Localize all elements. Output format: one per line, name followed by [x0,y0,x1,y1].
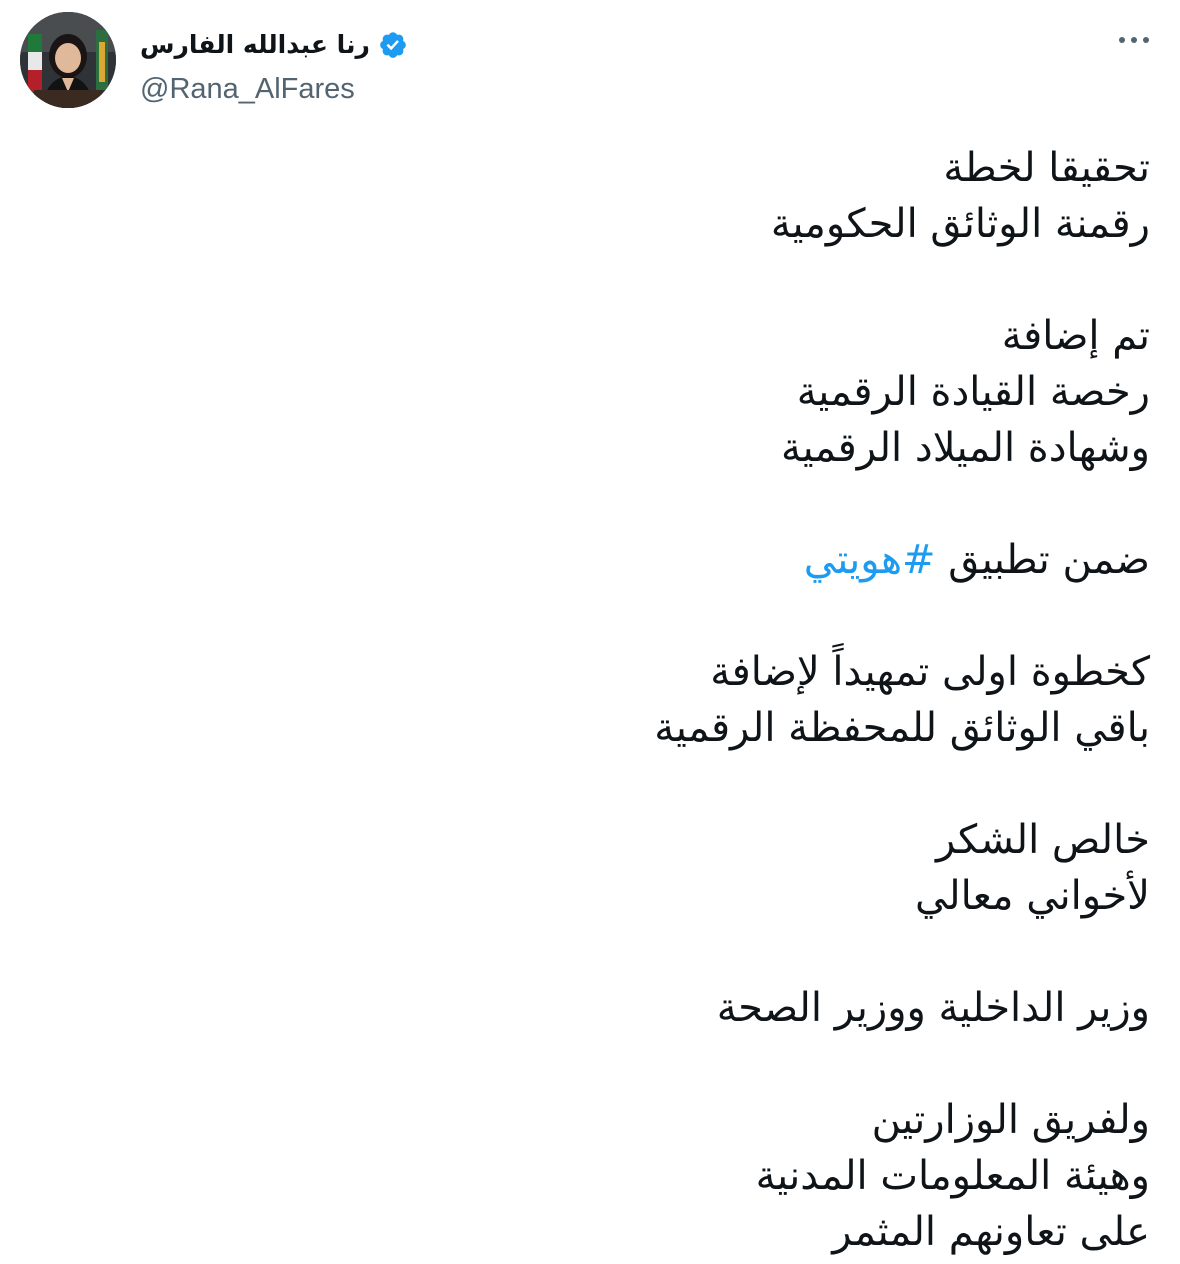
profile-photo-icon [20,12,116,108]
paragraph-gap [150,756,1150,812]
name-row[interactable] [140,26,408,64]
verified-badge-icon [378,30,408,60]
more-options-icon [1116,30,1152,50]
text-line: تم إضافة [1001,313,1150,359]
paragraph-gap [150,924,1150,980]
avatar[interactable] [20,12,116,108]
paragraph-gap [150,252,1150,308]
text-line: وشهادة الميلاد الرقمية [781,425,1150,471]
paragraph-gap [150,476,1150,532]
tweet-text [150,140,1150,1260]
text-line-with-hashtag [150,532,1150,588]
tweet-header [20,12,1160,110]
author-handle[interactable]: @Rana_AlFares [140,73,355,105]
text-line: رقمنة الوثائق الحكومية [770,201,1150,247]
text-line: باقي الوثائق للمحفظة الرقمية [654,705,1150,751]
text-segment: ضمن تطبيق [935,537,1150,583]
text-line: كخطوة اولى تمهيداً لإضافة [710,649,1150,695]
paragraph-gap [150,588,1150,644]
text-line: على تعاونهم المثمر [832,1209,1150,1255]
paragraph-gap [150,1036,1150,1092]
text-line: رخصة القيادة الرقمية [796,369,1150,415]
more-options-button[interactable] [1116,30,1152,50]
text-line: تحقيقا لخطة [943,145,1150,191]
text-line: وهيئة المعلومات المدنية [755,1153,1150,1199]
text-line: لأخواني معالي [915,873,1150,919]
text-line: وزير الداخلية ووزير الصحة [716,985,1150,1031]
hashtag-link[interactable]: #هويتي [803,537,936,583]
text-line: خالص الشكر [936,817,1150,863]
display-name[interactable]: رنا عبدالله الفارس [140,30,370,59]
author-names [140,26,408,106]
text-line: ولفريق الوزارتين [871,1097,1150,1143]
